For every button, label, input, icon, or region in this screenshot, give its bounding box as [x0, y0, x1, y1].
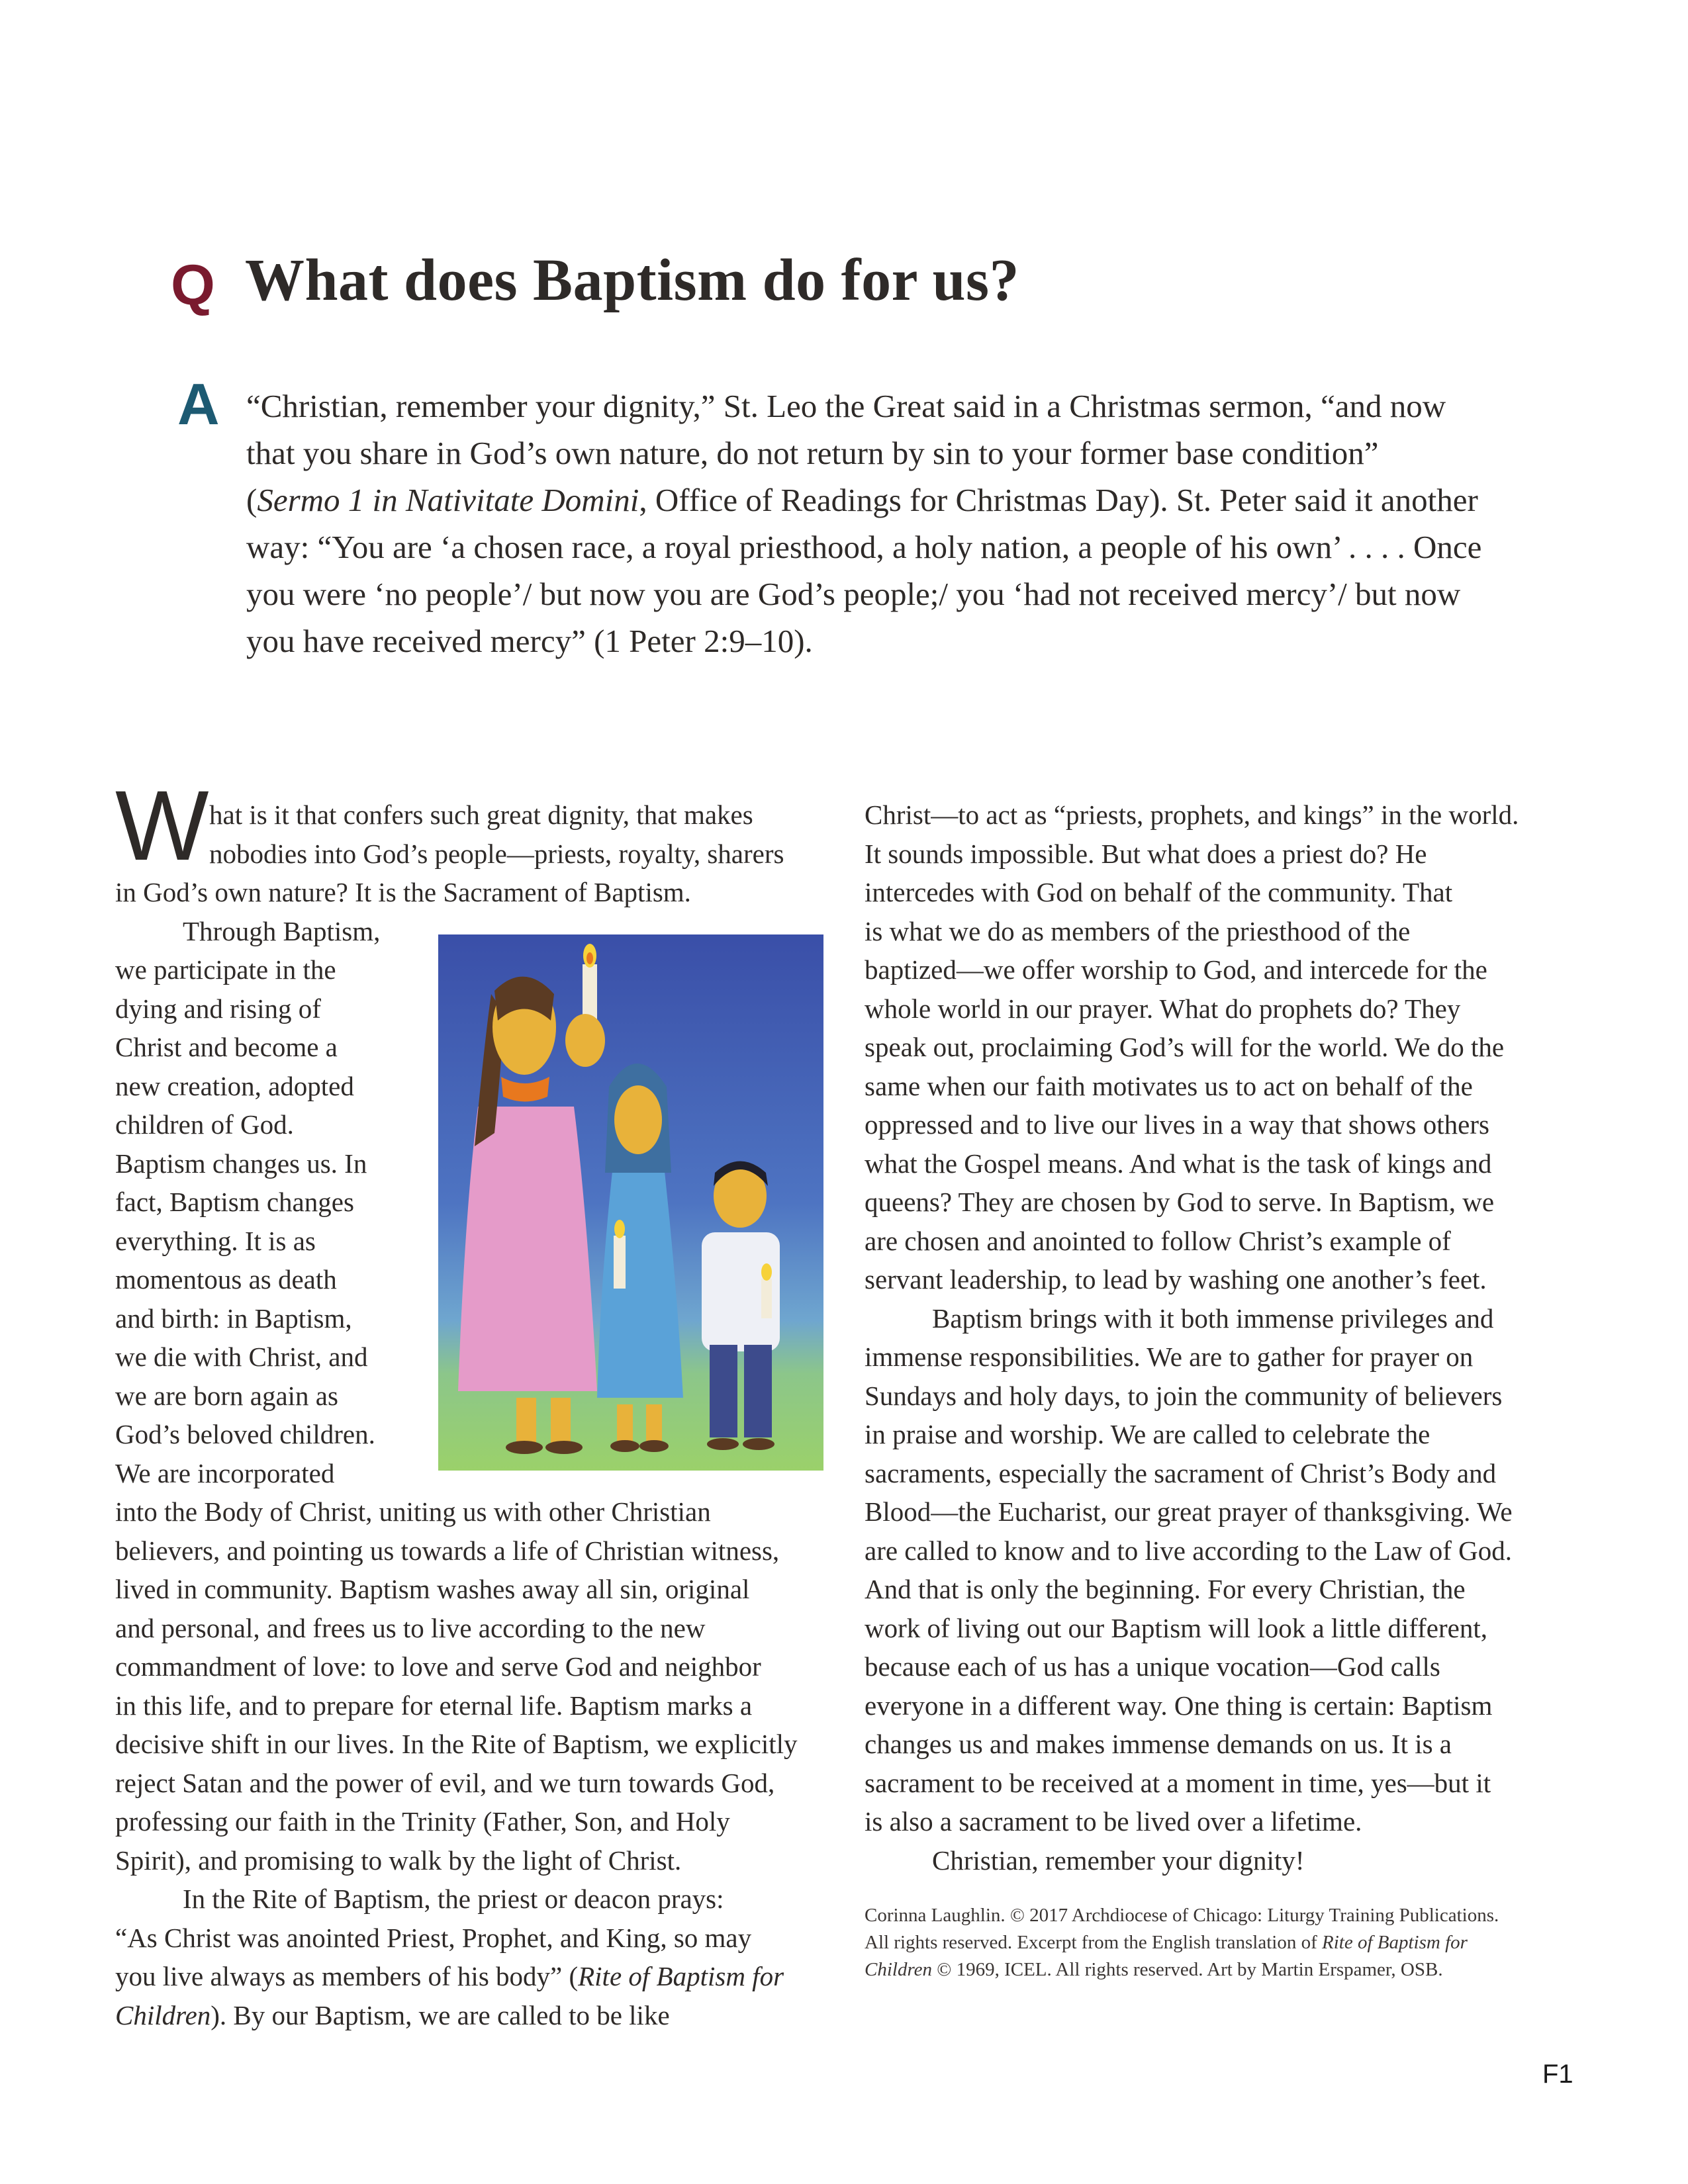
body-line: Blood—the Eucharist, our great prayer of thanksgiving. We — [865, 1496, 1513, 1527]
body-line: We are incorporated — [115, 1457, 335, 1488]
question-title: What does Baptism do for us? — [245, 248, 1020, 313]
body-line: oppressed and to live our lives in a way that shows others — [865, 1109, 1489, 1140]
body-line: new creation, adopted — [115, 1070, 354, 1101]
body-line: and personal, and frees us to live according to the new — [115, 1612, 706, 1643]
body-line: professing our faith in the Trinity (Father, Son, and Holy — [115, 1806, 730, 1837]
body-line: is what we do as members of the priesthood of the — [865, 915, 1411, 946]
body-line: sacrament to be received at a moment in time, yes—but it — [865, 1767, 1491, 1798]
body-line: because each of us has a unique vocation—God calls — [865, 1651, 1440, 1682]
citation-title: Sermo 1 in Nativitate Domini — [257, 482, 639, 518]
drop-cap: W — [115, 770, 209, 881]
body-line: Through Baptism, — [183, 915, 381, 946]
answer-line — [246, 477, 1564, 523]
body-line: hat is it that confers such great dignity, that makes — [209, 799, 753, 830]
answer-quote — [246, 383, 1564, 664]
rite-title: Rite of Baptism for — [578, 1961, 784, 1991]
body-line: immense responsibilities. We are to gather for prayer on — [865, 1342, 1474, 1372]
credit-line-text: All rights reserved. Excerpt from the English translation of — [865, 1932, 1322, 1953]
body-line: we are born again as — [115, 1380, 338, 1411]
body-line: believers, and pointing us towards a life of Christian witness, — [115, 1535, 780, 1566]
body-line — [115, 1996, 823, 2035]
body-line: what the Gospel means. And what is the task of kings and — [865, 1148, 1492, 1179]
body-line: Sundays and holy days, to join the community of believers — [865, 1380, 1503, 1411]
body-line: Christ—to act as “priests, prophets, and kings” in the world. — [865, 799, 1519, 830]
body-line: in this life, and to prepare for eternal life. Baptism marks a — [115, 1690, 753, 1721]
body-line: sacraments, especially the sacrament of Christ’s Body and — [865, 1457, 1497, 1488]
credit-line — [865, 1956, 1586, 1983]
citation-open: ( — [246, 482, 258, 518]
question-marker: Q — [171, 253, 215, 317]
answer-line: way: “You are ‘a chosen race, a royal priesthood, a holy nation, a people of his own’ . . . . Once — [246, 529, 1482, 565]
body-line: same when our faith motivates us to act on behalf of the — [865, 1070, 1473, 1101]
body-line: fact, Baptism changes — [115, 1187, 354, 1217]
copyright-credit — [865, 1902, 1586, 1983]
body-line: God’s beloved children. — [115, 1419, 375, 1449]
body-line: momentous as death — [115, 1264, 337, 1295]
answer-line-text: , Office of Readings for Christmas Day). St. Peter said it another — [639, 482, 1478, 518]
body-line: In the Rite of Baptism, the priest or deacon prays: — [183, 1884, 724, 1914]
body-line: we die with Christ, and — [115, 1342, 368, 1372]
body-line: It sounds impossible. But what does a priest do? He — [865, 838, 1427, 869]
credit-title: Children — [865, 1959, 933, 1980]
body-line: “As Christ was anointed Priest, Prophet, and King, so may — [115, 1922, 752, 1953]
credit-line: Corinna Laughlin. © 2017 Archdiocese of Chicago: Liturgy Training Publications. — [865, 1905, 1499, 1926]
body-line: are chosen and anointed to follow Christ’s example of — [865, 1225, 1451, 1256]
body-line: work of living out our Baptism will look a little different, — [865, 1612, 1487, 1643]
credit-line — [865, 1929, 1586, 1956]
body-line: nobodies into God’s people—priests, royalty, sharers — [209, 838, 784, 869]
body-line: and birth: in Baptism, — [115, 1302, 352, 1334]
credit-line-text: © 1969, ICEL. All rights reserved. Art by Martin Erspamer, OSB. — [932, 1959, 1443, 1980]
credit-title: Rite of Baptism for — [1322, 1932, 1468, 1953]
body-line-text: ). By our Baptism, we are called to be like — [211, 1999, 670, 2030]
answer-line: you have received mercy” (1 Peter 2:9–10). — [246, 623, 813, 659]
answer-line: you were ‘no people’/ but now you are God’s people;/ you ‘had not received mercy’/ but now — [246, 576, 1461, 612]
body-line: everything. It is as — [115, 1225, 316, 1256]
baptism-illustration — [438, 934, 823, 1471]
body-line: And that is only the beginning. For every Christian, the — [865, 1574, 1466, 1604]
body-line: Baptism changes us. In — [115, 1148, 367, 1179]
body-line: servant leadership, to lead by washing one another’s feet. — [865, 1264, 1487, 1295]
body-line: queens? They are chosen by God to serve. In Baptism, we — [865, 1187, 1495, 1217]
body-line: Spirit), and promising to walk by the light of Christ. — [115, 1844, 682, 1876]
body-line: changes us and makes immense demands on us. It is a — [865, 1729, 1452, 1759]
body-line: in God’s own nature? It is the Sacrament of Baptism. — [115, 877, 691, 907]
body-line: we participate in the — [115, 954, 336, 985]
body-line: intercedes with God on behalf of the community. That — [865, 877, 1453, 907]
body-line: Christ and become a — [115, 1032, 338, 1062]
answer-line: “Christian, remember your dignity,” St. Leo the Great said in a Christmas sermon, “and now — [246, 388, 1446, 424]
body-line: decisive shift in our lives. In the Rite of Baptism, we explicitly — [115, 1729, 798, 1759]
body-line: commandment of love: to love and serve God and neighbor — [115, 1651, 761, 1682]
body-line: in praise and worship. We are called to celebrate the — [865, 1419, 1430, 1449]
body-line: is also a sacrament to be lived over a lifetime. — [865, 1806, 1362, 1837]
rite-title: Children — [115, 1999, 211, 2030]
body-line: everyone in a different way. One thing is certain: Baptism — [865, 1690, 1493, 1721]
body-line: speak out, proclaiming God’s will for the world. We do the — [865, 1032, 1505, 1062]
body-line: baptized—we offer worship to God, and intercede for the — [865, 954, 1487, 985]
body-line: children of God. — [115, 1109, 294, 1140]
page-number: F1 — [1542, 2060, 1573, 2089]
right-column — [865, 796, 1579, 1880]
answer-line: that you share in God’s own nature, do not return by sin to your former base condition” — [246, 435, 1379, 471]
body-line: are called to know and to live according to the Law of God. — [865, 1535, 1512, 1566]
answer-marker: A — [177, 371, 220, 437]
question-heading — [171, 246, 1561, 332]
body-line: Baptism brings with it both immense privileges and — [932, 1302, 1494, 1334]
body-line: reject Satan and the power of evil, and we turn towards God, — [115, 1767, 775, 1798]
body-line: whole world in our prayer. What do prophets do? They — [865, 993, 1461, 1024]
body-line — [115, 1957, 823, 1996]
body-line: into the Body of Christ, uniting us with other Christian — [115, 1496, 711, 1527]
body-line: Christian, remember your dignity! — [932, 1844, 1305, 1876]
body-line: lived in community. Baptism washes away all sin, original — [115, 1574, 750, 1604]
body-line: dying and rising of — [115, 993, 321, 1024]
body-line-text: you live always as members of his body” ( — [115, 1961, 579, 1991]
